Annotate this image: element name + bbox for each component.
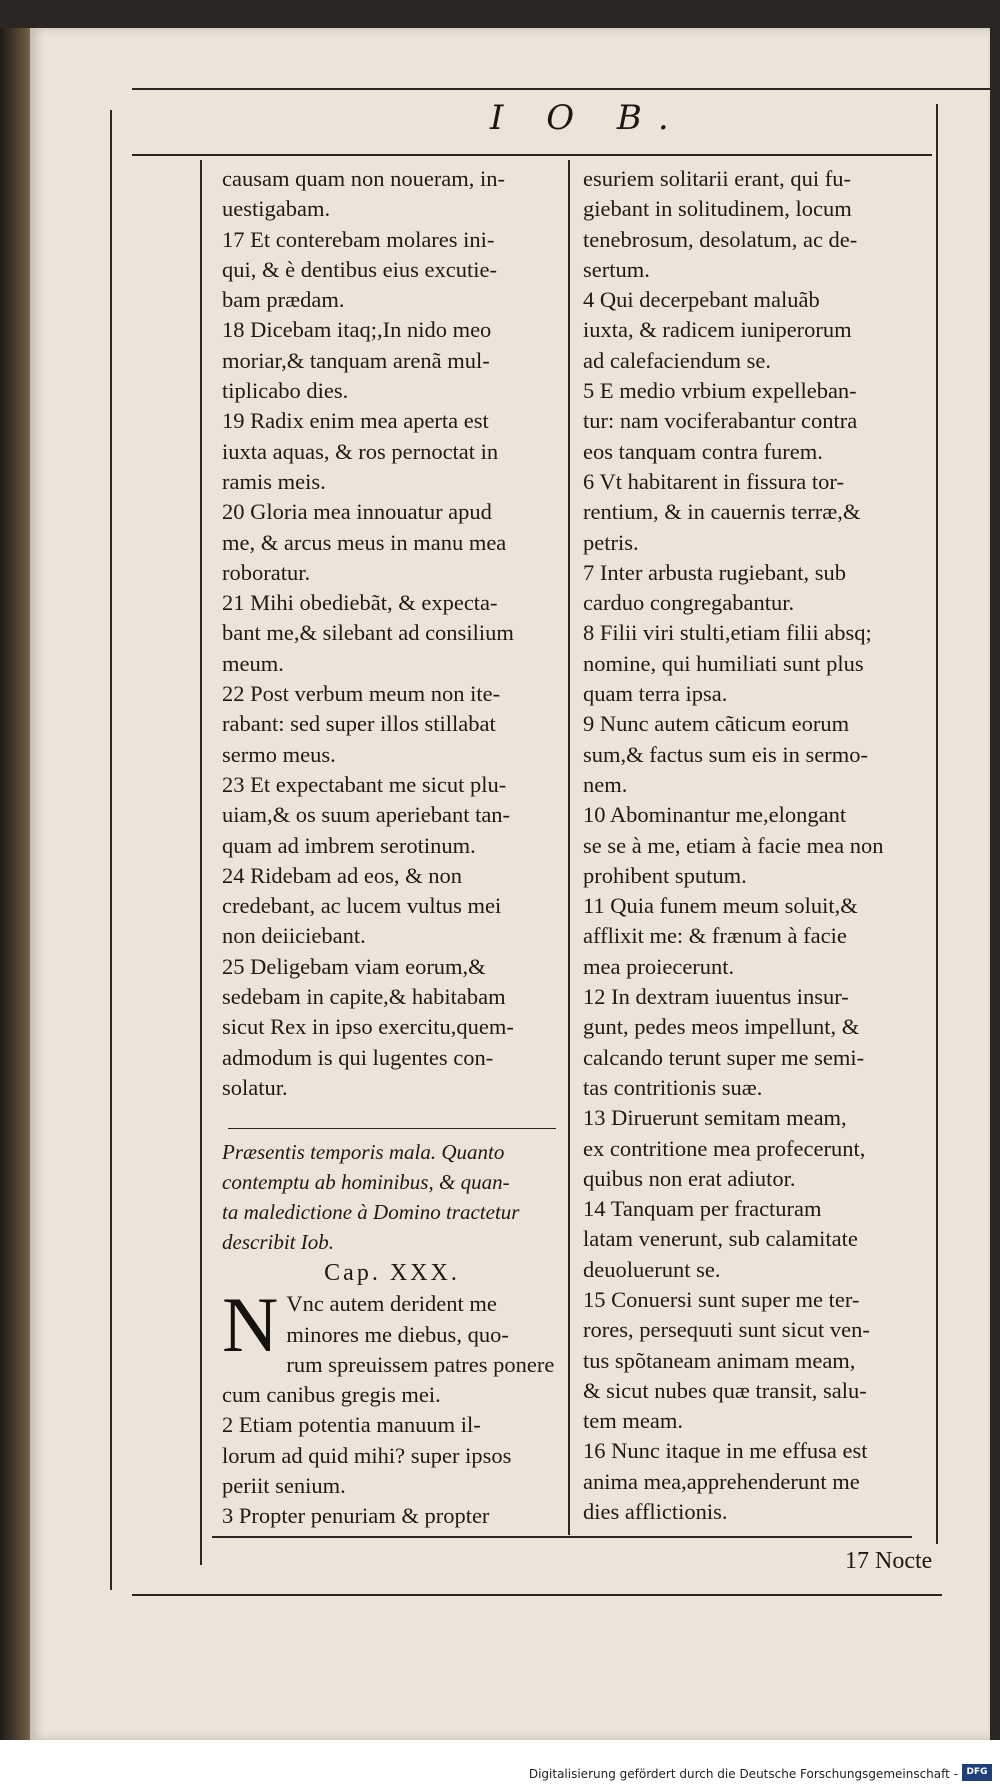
- text-line: 7 Inter arbusta rugiebant, sub: [583, 559, 847, 585]
- text-line: bam prædam.: [222, 287, 345, 313]
- column-divider: [568, 160, 570, 1535]
- text-line: ta maledictione à Domino tractetur: [222, 1200, 520, 1225]
- text-line: dies afflictionis.: [583, 1499, 728, 1525]
- text-line: meum.: [222, 650, 284, 676]
- spacer: [222, 1103, 562, 1137]
- text-line: anima mea,apprehenderunt me: [583, 1468, 860, 1494]
- text-line: sertum.: [583, 256, 650, 282]
- text-line: iuxta, & radicem iuniperorum: [583, 317, 852, 343]
- text-line: describit Iob.: [222, 1230, 334, 1255]
- text-line: mea proiecerunt.: [583, 953, 735, 979]
- drop-cap: N: [222, 1281, 279, 1369]
- left-outer-rule: [110, 110, 112, 1590]
- text-line: 22 Post verbum meum non ite-: [222, 681, 501, 707]
- text-line: 6 Vt habitarent in fissura tor-: [583, 468, 844, 494]
- text-line: petris.: [583, 529, 639, 555]
- running-title: I O B.: [490, 98, 685, 138]
- text-line: sermo meus.: [222, 741, 336, 767]
- text-line: latam venerunt, sub calamitate: [583, 1226, 858, 1252]
- text-line: ad calefaciendum se.: [583, 347, 772, 373]
- text-line: uiam,& os suum aperiebant tan-: [222, 802, 511, 828]
- text-line: 24 Ridebam ad eos, & non: [222, 862, 462, 888]
- chapter-summary: [222, 1137, 562, 1257]
- text-line: moriar,& tanquam arenã mul-: [222, 347, 490, 373]
- top-rule: [132, 88, 992, 90]
- text-line: giebant in solitudinem, locum: [583, 196, 852, 222]
- text-line: 15 Conuersi sunt super me ter-: [583, 1286, 860, 1312]
- text-line: Præsentis temporis mala. Quanto: [222, 1140, 505, 1165]
- text-line: sicut Rex in ipso exercitu,quem-: [222, 1014, 514, 1040]
- text-line: uestigabam.: [222, 196, 331, 222]
- text-line: tem meam.: [583, 1408, 683, 1434]
- text-line: rores, persequuti sunt sicut ven-: [583, 1317, 870, 1343]
- text-line: quibus non erat adiutor.: [583, 1165, 796, 1191]
- text-line: se se à me, etiam à facie mea non: [583, 832, 884, 858]
- text-line: 25 Deligebam viam eorum,&: [222, 953, 486, 979]
- text-line: 19 Radix enim mea aperta est: [222, 408, 489, 434]
- text-line: esuriem solitarii erant, qui fu-: [583, 166, 852, 191]
- left-inner-rule: [200, 160, 202, 1565]
- text-line: 23 Et expectabant me sicut plu-: [222, 771, 507, 797]
- text-line: iuxta aquas, & ros pernoctat in: [222, 438, 499, 464]
- text-line: tur: nam vociferabantur contra: [583, 408, 858, 434]
- text-line: 12 In dextram iuuentus insur-: [583, 984, 849, 1010]
- text-line: sum,& factus sum eis in sermo-: [583, 741, 868, 767]
- right-column-text: [583, 164, 928, 1527]
- bottom-rule: [132, 1594, 942, 1596]
- text-line: periit senium.: [222, 1472, 346, 1498]
- text-line: gunt, pedes meos impellunt, &: [583, 1014, 860, 1040]
- text-line: bant me,& silebant ad consilium: [222, 620, 514, 646]
- text-line: contemptu ab hominibus, & quan-: [222, 1170, 510, 1195]
- text-line: me, & arcus meus in manu mea: [222, 529, 507, 555]
- digitization-credit: Digitalisierung gefördert durch die Deutsche Forschungsgemeinschaft -: [528, 1767, 958, 1781]
- text-line: sedebam in capite,& habitabam: [222, 984, 506, 1010]
- chapter-heading: Cap. XXX.: [324, 1260, 460, 1287]
- text-line: 16 Nunc itaque in me effusa est: [583, 1438, 868, 1464]
- text-line: quam ad imbrem serotinum.: [222, 832, 476, 858]
- left-column: [222, 164, 562, 1532]
- text-line: 17 Et conterebam molares ini-: [222, 226, 495, 252]
- text-line: tenebrosum, desolatum, ac de-: [583, 226, 858, 252]
- text-line: nem.: [583, 771, 628, 797]
- text-line: 4 Qui decerpebant maluãb: [583, 287, 820, 313]
- text-line: tas contritionis suæ.: [583, 1074, 763, 1100]
- right-outer-rule: [936, 104, 938, 1544]
- bottom-inner-rule: [212, 1536, 912, 1538]
- dfg-logo: DFG: [962, 1764, 992, 1781]
- text-line: rum spreuissem patres ponere: [286, 1351, 555, 1377]
- text-line: lorum ad quid mihi? super ipsos: [222, 1442, 512, 1468]
- text-line: ramis meis.: [222, 468, 326, 494]
- left-column-text: [222, 164, 562, 1103]
- text-line: ex contritione mea profecerunt,: [583, 1135, 866, 1161]
- text-line: deuoluerunt se.: [583, 1256, 721, 1282]
- text-line: qui, & è dentibus eius excutie-: [222, 256, 497, 282]
- text-line: 10 Abominantur me,elongant: [583, 802, 847, 828]
- text-line: afflixit me: & frænum à facie: [583, 923, 847, 949]
- text-line: roboratur.: [222, 559, 311, 585]
- text-line: 21 Mihi obediebãt, & expecta-: [222, 590, 498, 616]
- text-line: admodum is qui lugentes con-: [222, 1044, 494, 1070]
- text-line: 11 Quia funem meum soluit,&: [583, 893, 858, 919]
- text-line: 3 Propter penuriam & propter: [222, 1503, 490, 1529]
- text-line: prohibent sputum.: [583, 862, 747, 888]
- text-line: 2 Etiam potentia manuum il-: [222, 1412, 481, 1438]
- text-line: credebant, ac lucem vultus mei: [222, 893, 502, 919]
- text-line: minores me diebus, quo-: [286, 1321, 509, 1347]
- text-line: 5 E medio vrbium expelleban-: [583, 378, 857, 404]
- text-line: eos tanquam contra furem.: [583, 438, 823, 464]
- text-line: & sicut nubes quæ transit, salu-: [583, 1377, 867, 1403]
- header-rule: [132, 154, 932, 156]
- text-line: tiplicabo dies.: [222, 378, 349, 404]
- text-line: 14 Tanquam per fracturam: [583, 1196, 822, 1222]
- text-line: causam quam non noueram, in-: [222, 166, 506, 191]
- text-line: rentium, & in cauernis terræ,&: [583, 499, 861, 525]
- text-line: rabant: sed super illos stillabat: [222, 711, 496, 737]
- text-line: cum canibus gregis mei.: [222, 1382, 441, 1408]
- text-line: 13 Diruerunt semitam meam,: [583, 1105, 847, 1131]
- text-line: nomine, qui humiliati sunt plus: [583, 650, 864, 676]
- text-line: 8 Filii viri stulti,etiam filii absq;: [583, 620, 872, 646]
- text-line: calcando terunt super me semi-: [583, 1044, 865, 1070]
- text-line: solatur.: [222, 1074, 288, 1100]
- text-line: Vnc autem derident me: [286, 1291, 497, 1317]
- catchword: 17 Nocte: [845, 1548, 933, 1574]
- right-column: [583, 164, 928, 1527]
- text-line: carduo congregabantur.: [583, 590, 795, 616]
- text-line: tus spõtaneam animam meam,: [583, 1347, 856, 1373]
- text-line: quam terra ipsa.: [583, 681, 728, 707]
- text-line: 20 Gloria mea innouatur apud: [222, 499, 492, 525]
- text-line: 9 Nunc autem cãticum eorum: [583, 711, 850, 737]
- chapter-opening: [222, 1281, 562, 1531]
- text-line: non deiiciebant.: [222, 923, 366, 949]
- text-line: 18 Dicebam itaq;,In nido meo: [222, 317, 492, 343]
